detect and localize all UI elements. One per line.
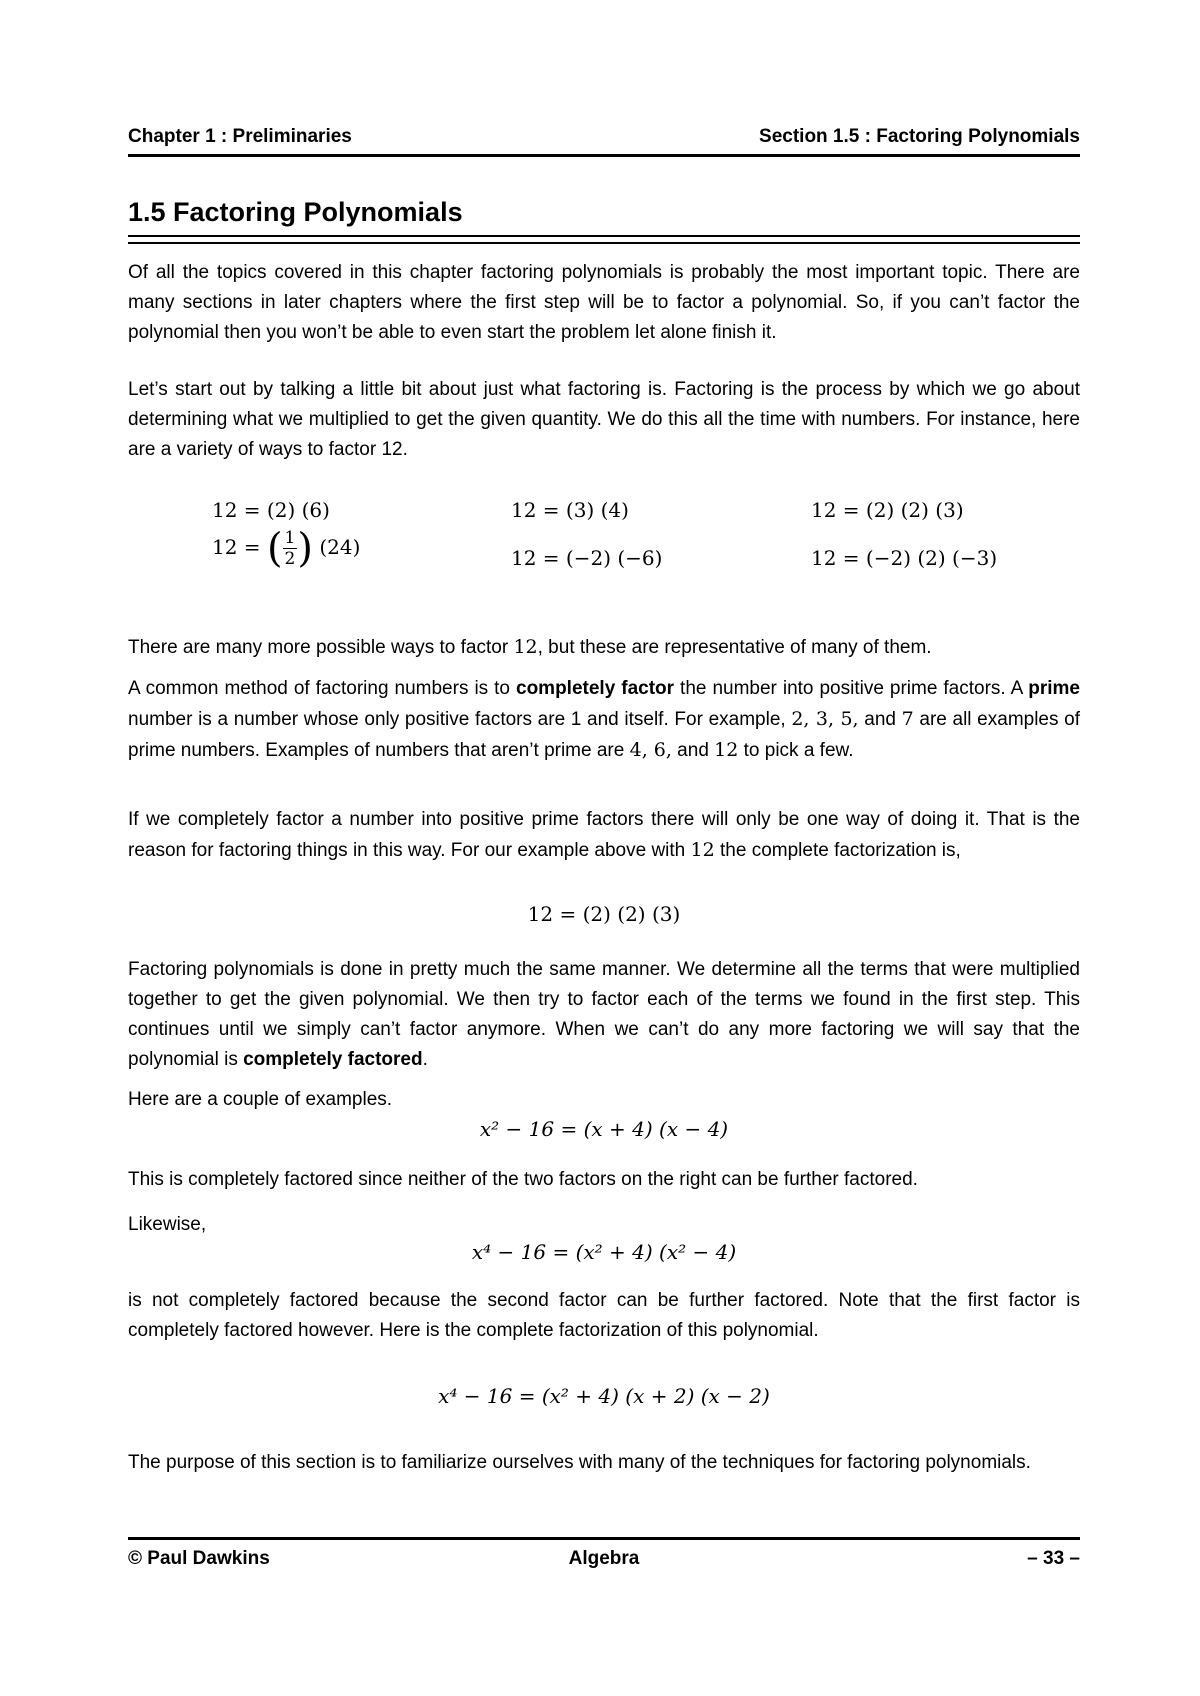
footer-rule: [128, 1537, 1080, 1540]
text-run: If we completely factor a number into positive prime factors there will only be one way of doing it. That is the reason for factoring things in this way. For our example above with: [128, 809, 1080, 861]
factor-example: 12 = (3) (4): [511, 498, 629, 522]
paragraph-completely-factored: This is completely factored since neither of the two factors on the right can be further factored.: [128, 1169, 918, 1190]
text-run: are all examples of prime numbers. Examples of numbers that aren’t prime are: [128, 709, 1081, 761]
text-run: Factoring polynomials is done in pretty much the same manner. We determine all the terms that were multiplied together to get the given polynomial. We then try to factor each of the terms we found in the first step. This continues until we simply can’t factor anymore. When we can’t do any more factoring we will say that the polynomial is: [128, 959, 1080, 1070]
paragraph-likewise: Likewise,: [128, 1214, 207, 1235]
term-completely-factor: completely factor: [516, 678, 675, 699]
footer-page-number: – 33 –: [1027, 1548, 1080, 1569]
factor-example: 12 = (−2) (−6): [511, 546, 663, 570]
math-number: 12: [714, 739, 739, 761]
factor-example: 12 = (2) (6): [212, 498, 330, 522]
running-header: [128, 126, 1080, 148]
fraction-rhs: (24): [319, 535, 361, 559]
text-run: There are many more possible ways to factor: [128, 637, 514, 658]
right-paren: ): [297, 525, 313, 572]
header-section: Section 1.5 : Factoring Polynomials: [759, 126, 1080, 147]
text-run: the number into positive prime factors. A: [674, 678, 1029, 699]
footer-book-title: Algebra: [568, 1548, 640, 1569]
term-completely-factored: completely factored: [243, 1049, 423, 1070]
paragraph-prime-factors: [128, 674, 1080, 766]
math-number: 2, 3, 5,: [791, 708, 859, 730]
header-chapter: Chapter 1 : Preliminaries: [128, 126, 352, 147]
math-number: 4, 6,: [629, 739, 672, 761]
paragraph-not-completely-factored: is not completely factored because the second factor can be further factored. Note that the first factor is completely factored however. Here is the complete factorization of this polynomial.: [128, 1290, 1080, 1341]
fraction: [283, 528, 298, 569]
term-prime: prime: [1028, 678, 1080, 699]
paragraph-intro: Of all the topics covered in this chapter factoring polynomials is probably the most important topic. There are many sections in later chapters where the first step will be to factor a polynomial. So, if you can’t factor the polynomial then you won’t be able to even start the problem let alone finish it.: [128, 262, 1080, 343]
fraction-numerator: 1: [284, 528, 296, 548]
paragraph-purpose: The purpose of this section is to familiarize ourselves with many of the techniques for factoring polynomials.: [128, 1452, 1031, 1473]
factor-example: 12 = (2) (2) (3): [811, 498, 964, 522]
equation-difference-of-squares: x² − 16 = (x + 4) (x − 4): [479, 1117, 729, 1141]
header-rule: [128, 154, 1080, 157]
text-run: and: [858, 709, 902, 730]
title-rule-top: [128, 235, 1080, 237]
factor-example: 12 = (−2) (2) (−3): [811, 546, 998, 570]
section-title: 1.5 Factoring Polynomials: [128, 197, 463, 227]
paragraph-examples-intro: Here are a couple of examples.: [128, 1089, 393, 1110]
factor-example-fraction: [212, 525, 361, 572]
left-paren: (: [266, 525, 283, 572]
text-run: A common method of factoring numbers is to: [128, 678, 516, 699]
paragraph-representative: [128, 632, 1080, 663]
footer-author: © Paul Dawkins: [128, 1548, 270, 1569]
paragraph-unique-factorization: [128, 805, 1080, 866]
equation-quartic-complete: x⁴ − 16 = (x² + 4) (x + 2) (x − 2): [438, 1384, 770, 1408]
fraction-denominator: 2: [284, 549, 296, 569]
text-run: to pick a few.: [738, 740, 854, 761]
equation-prime-factorization: 12 = (2) (2) (3): [527, 902, 681, 926]
text-run: , but these are representative of many of them.: [537, 637, 932, 658]
paragraph-what-is-factoring: Let’s start out by talking a little bit about just what factoring is. Factoring is the process by which we go about determining what we multiplied to get the given quantity. We do this all the time with numbers. For instance, here are a variety of ways to factor 12.: [128, 379, 1080, 460]
title-rule-bottom: [128, 242, 1080, 244]
document-page: [128, 0, 1080, 1696]
text-run: the complete factorization is,: [714, 840, 961, 861]
equation-quartic-partial: x⁴ − 16 = (x² + 4) (x² − 4): [471, 1240, 737, 1264]
fraction-lhs: 12 =: [212, 535, 261, 559]
math-number: 7: [901, 708, 914, 730]
text-run: and: [671, 740, 715, 761]
text-run: .: [422, 1049, 428, 1070]
math-number: 12: [513, 636, 538, 658]
paragraph-factoring-polynomials: [128, 955, 1080, 1075]
text-run: number is a number whose only positive factors are 1 and itself. For example,: [128, 709, 792, 730]
math-number: 12: [690, 839, 715, 861]
